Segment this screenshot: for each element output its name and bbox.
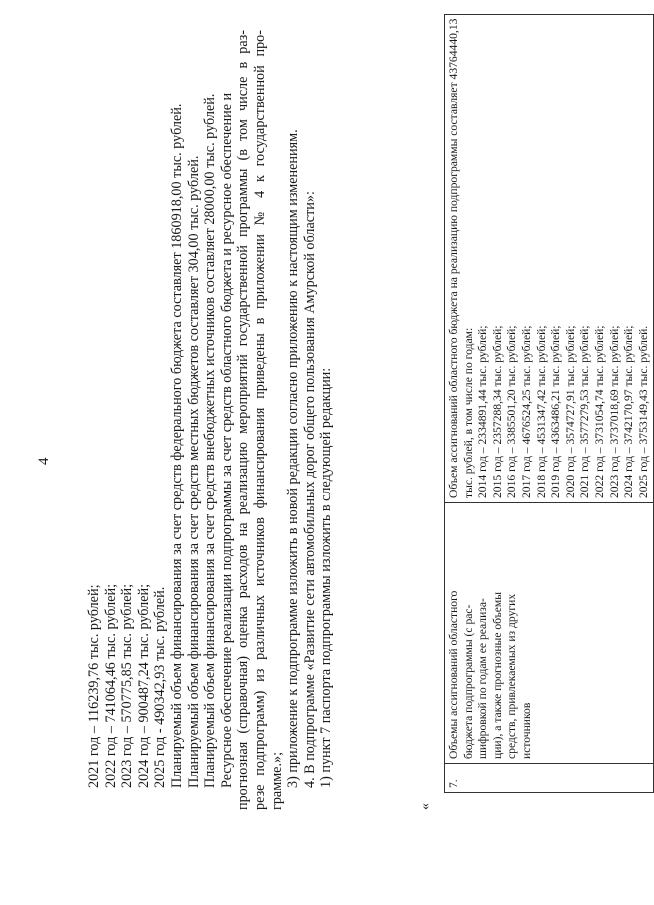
content-line: тыс. рублей, в том числе по годам: xyxy=(461,327,475,498)
item-appendix: 3) приложение к подпрограмме изложить в новой редакции согласно приложению к настоящим изменениям. xyxy=(285,129,302,788)
funding-line: 2023 год – 570775,85 тыс. рублей; xyxy=(119,583,136,788)
label-line: бюджета подпрограммы (с рас- xyxy=(461,604,475,759)
item-subprogram: 4. В подпрограмме «Развитие сети автомобильных дорог общего пользования Амурской области»: xyxy=(301,191,318,788)
content-line: 2021 год – 3577279,53 тыс. рублей; xyxy=(578,325,592,498)
funding-line: 2024 год – 900487,24 тыс. рублей; xyxy=(135,583,152,788)
content-line: 2014 год – 2334891,44 тыс. рублей; xyxy=(476,325,490,498)
item-passport-point: 1) пункт 7 паспорта подпрограммы изложить в следующей редакции: xyxy=(318,367,335,788)
content-line: 2023 год – 3737018,69 тыс. рублей; xyxy=(607,325,621,498)
label-line: шифровкой по годам ее реализа- xyxy=(476,598,490,759)
resource-paragraph-line: прогнозная (справочная) оценка расходов на реализацию мероприятий государственной программы (в том числе в раз- xyxy=(235,30,252,810)
resource-paragraph-line: Ресурсное обеспечение реализации подпрограммы за счет средств областного бюджета и ресурсное обеспечение и xyxy=(218,92,235,788)
content-line: 2024 год – 3742170,97 тыс. рублей; xyxy=(622,325,636,498)
funding-line: 2021 год – 116239,76 тыс. рублей; xyxy=(86,584,102,788)
content-line: 2022 год – 3731054,74 тыс. рублей; xyxy=(592,325,606,498)
planned-extrabudget-line: Планируемый объем финансирования за счет средств внебюджетных источников составляет 28000,00 тыс. рублей. xyxy=(202,93,219,788)
page-number: 4 xyxy=(36,457,52,465)
planned-local-line: Планируемый объем финансирования за счет средств местных бюджетов составляет 304,00 тыс. рублей. xyxy=(185,155,202,788)
funding-line: 2022 год – 741064,46 тыс. рублей; xyxy=(102,583,119,788)
content-line: 2018 год – 4531347,42 тыс. рублей; xyxy=(534,325,548,498)
content-line: 2020 год – 3574727,91 тыс. рублей; xyxy=(563,325,577,498)
content-line: Объем ассигнований областного бюджета на реализацию подпрограммы составляет 43764440,13 xyxy=(447,18,460,498)
label-line: Объемы ассигнований областного xyxy=(447,590,460,759)
passport-table xyxy=(444,14,654,793)
document-body xyxy=(86,30,335,810)
row-label-cell xyxy=(445,503,654,764)
label-line: ции), а также прогнозные объемы xyxy=(490,591,504,759)
row-number: 7. xyxy=(445,764,654,793)
content-line: 2016 год – 3385501,20 тыс. рублей; xyxy=(505,325,519,498)
content-line: 2019 год – 4363486,21 тыс. рублей; xyxy=(549,325,563,498)
label-line: средств, привлекаемых из других xyxy=(505,593,519,759)
content-line: 2025 год – 3753149,43 тыс. рублей. xyxy=(636,325,650,498)
planned-federal-line: Планируемый объем финансирования за счет средств федерального бюджета составляет 1860918,00 тыс. рублей. xyxy=(168,103,185,788)
funding-line: 2025 год - 490342,93 тыс. рублей. xyxy=(152,586,169,788)
content-line: 2015 год – 2357288,34 тыс. рублей; xyxy=(490,325,504,498)
table-row xyxy=(445,14,654,792)
resource-paragraph-line: грамме.»; xyxy=(268,751,285,810)
row-content-cell xyxy=(445,14,654,502)
content-line: 2017 год – 4676524,25 тыс. рублей; xyxy=(519,325,533,498)
resource-paragraph-line: резе подпрограмм) из различных источников финансирования приведены в приложении № 4 к государственной про- xyxy=(251,30,268,810)
label-line: источников xyxy=(519,702,533,759)
opening-quote-mark: « xyxy=(418,803,433,810)
